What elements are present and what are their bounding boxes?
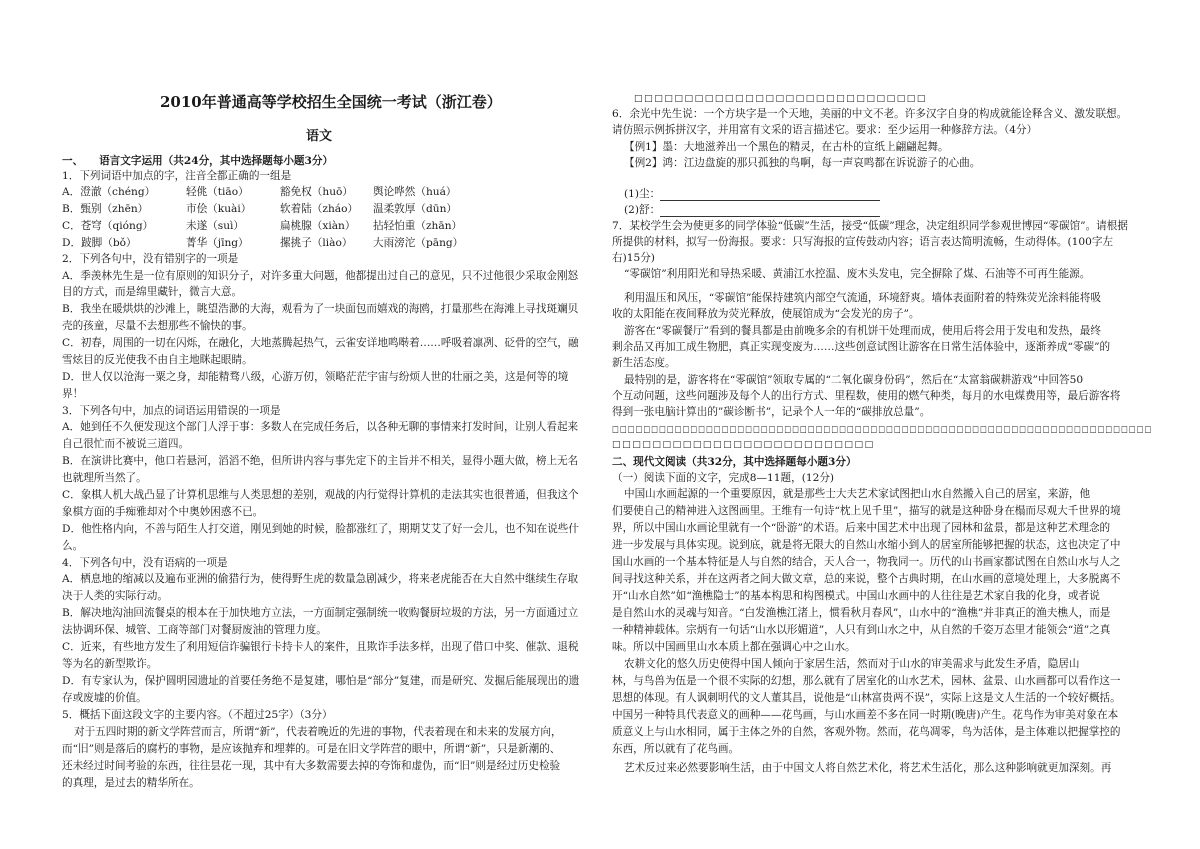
reading-intro: （一）阅读下面的文字，完成8—11题，(12分) xyxy=(612,472,835,484)
reading-line: 味。所以中国画里山水本质上都在强调心中之山水。 xyxy=(612,641,856,653)
q4-stem: 4．下列各句中，没有语病的一项是 xyxy=(62,557,228,569)
q4-line: 存或废墟的价值。 xyxy=(62,692,147,704)
q5-passage-line: 还未经过时间考验的东西，往往昙花一现，其中有大多数需要去掉的夸饰和虚伪，而“旧”则是经过历史检验 xyxy=(62,760,561,772)
q7-material-line: 个互动问题，这些问题涉及每个人的出行方式、里程数，使用的燃气种类，每月的水电煤费用等，最后游客将 xyxy=(612,390,1121,402)
reading-line: 间寻找这种关系，并在这两者之间大做文章，总的来说，整个古典时期，在山水画的意境处理上，大多脱离不 xyxy=(612,573,1121,585)
reading-line: 林，与鸟兽为伍是一个很不实际的幻想，那么就有了居室化的山水艺术，园林、盆景、山水画都可以看作这一 xyxy=(612,675,1121,687)
answer-line xyxy=(660,203,880,217)
q7-line: 所提供的材料，拟写一份海报。要求：只写海报的宣传鼓动内容；语言表达简明流畅，生动得体。(100字左 xyxy=(612,236,1114,248)
q2-line: 目的方式，而是绵里藏针，微言大意。 xyxy=(62,286,243,298)
q2-stem: 2．下列各句中，没有错别字的一项是 xyxy=(62,253,239,265)
q2-line: A．季羡林先生是一位有原则的知识分子，对许多重大问题，他都提出过自己的意见，只不过他很少采取金刚怒 xyxy=(62,270,579,282)
q4-line: B．解决地沟油回流餐桌的根本在于加快地方立法，一方面制定强制统一收购餐厨垃圾的方法，另一方面通过立 xyxy=(62,607,579,619)
reading-line: 进一步发展与具体实现。说到底，就是将无限大的自然山水缩小到人的居室所能够把握的状态，这也决定了中 xyxy=(612,539,1121,551)
q5-passage-line: 而“旧”则是落后的腐朽的事物，是应该抛弃和埋葬的。可是在旧文学阵营的眼中，所谓“新”，只是新潮的、 xyxy=(62,743,561,755)
q5-passage-line: 对于五四时期的新文学阵营而言，所谓“新”，代表着晚近的先进的事物，代表着现在和未来的发展方向， xyxy=(74,726,562,738)
reading-line: 是自然山水的灵魂与知音。“白发渔樵江渚上，惯看秋月春风”，山水中的“渔樵”并非真正的渔夫樵人，而是 xyxy=(612,607,1111,619)
q7-material-line: 剩余品又再加工成生物肥，真正实现变废为……这些创意试图让游客在日常生活体验中，逐渐养成“零碳”的 xyxy=(612,341,1111,353)
writing-grid: □□□□□□□□□□□□□□□□□□□□□□□□□□ xyxy=(612,440,875,450)
subject-title: 语文 xyxy=(306,129,333,144)
exam-page: 2010年普通高等学校招生全国统一考试（浙江卷） 语文 一、 语言文字运用（共24分，其中选择题每小题3分） 1．下列词语中加点的字，注音全都正确的一组是 A．澄澈（chéng） 轻佻（tiāo） 豁免权（huō） 舆论哗然（huá） B．甄别（zhēn） 市侩（kuài） 软着陆（zháo） 温柔敦厚（dūn） C．苍穹（qióng） 未遂（suì） 扁桃腺（xiàn） 拈轻怕重（zhān） D．跛脚（bǒ） 菁华（jīng） 摞挑子（liào） 大雨滂沱（pāng） 2．下列各句中，没有错别字的一项是 A．季羡林先生是一位有原则的知识分子，对许多重大问题，他都提出过自己的意见，只不过他很少采取金刚怒 目的方式，而是绵里藏针，微言大意。 B．我坐在暖烘烘的沙滩上，眺望浩渺的大海，观看为了一块面包而嬉戏的海鸥，打量那些在海滩上寻找斑斓贝 壳的孩童，尽量不去想那些不愉快的事。 C．初春，周围的一切在闪烁，在融化，大地蒸腾起热气，云雀安详地鸣啭着……呼吸着凛冽、砭骨的空气，融 雪炫目的反光使我不由自主地眯起眼睛。 D．世人仅以沧海一粟之身，却能精骛八级，心游万仞，领略茫茫宇宙与纷烦人世的壮丽之美，这是何等的境 界！ 3．下列各句中，加点的词语运用错误的一项是 A．她到任不久便发现这个部门人浮于事：多数人在完成任务后，以各种无聊的事情来打发时间，让别人看起来 自己很忙而不被说三道四。 B．在演讲比赛中，他口若悬河，滔滔不绝，但所讲内容与事先定下的主旨并不相关，显得小题大做，榜上无名 也就理所当然了。 C．象棋人机大战凸显了计算机思维与人类思想的差别，观战的内行觉得计算机的走法其实也很普通，但我这个 象棋方面的手痴雅却对个中奥妙困惑不已。 D．他性格内向，不善与陌生人打交道，刚见到她的时候，脸都涨红了，期期艾艾了好一会儿，也不知在说些什 么。 4．下列各句中，没有语病的一项是 A．栖息地的缩减以及遍布亚洲的偷猎行为，使得野生虎的数量急剧减少，将来老虎能否在大自然中继续生存取 决于人类的实际行动。 B．解决地沟油回流餐桌的根本在于加快地方立法，一方面制定强制统一收购餐厨垃圾的方法，另一方面通过立 法协调环保、城管、工商等部门对餐厨废油的管理力度。 C．近来，有些地方发生了利用短信诈骗银行卡持卡人的案件，且欺诈手法多样，出现了借口中奖、催款、退税 等为名的新型欺诈。 D．有专家认为，保护圆明园遗址的首要任务绝不是复建，哪怕是“部分”复建，而是研究、发掘后能展现出的遗 存或废墟的价值。 5．概括下面这段文字的主要内容。（不超过25字）（3分） 对于五四时期的新文学阵营而言，所谓“新”，代表着晚近的先进的事物，代表着现在和未来的发展方向， 而“旧”则是落后的腐朽的事物，是应该抛弃和埋葬的。可是在旧文学阵营的眼中，所谓“新”，只是新潮的、 还未经过时间考验的东西，往往昙花一现，其中有大多数需要去掉的夸饰和虚伪，而“旧”则是经过历史检验 的真理，是过去的精华所在。 □□□□□□□□□□□□□□□□□□□□□□□□□□□□□ 6．余光中先生说：一个方块字是一个天地，美丽的中文不老。许多汉字自身的构成就能诠释含义、激发联想。 请仿照示例拆拼汉字，并用富有文采的语言描述它。要求：至少运用一种修辞方法。（4分） 【例1】墨：大地滋养出一个黑色的精灵，在古朴的宣纸上翩翩起舞。 【例2】鸿：江边盘旋的那只孤独的鸟啊，每一声哀鸣都在诉说游子的心曲。 (1)尘： (2)舒： 7．某校学生会为使更多的同学体验“低碳”生活，接受“低碳”理念，决定组织同学参观世博园“零碳馆”。请根据 所提供的材料，拟写一份海报。要求：只写海报的宣传鼓动内容；语言表达简明流畅，生动得体。(100字左 右)15分) “零碳馆”利用阳光和导热采暖、黄浦江水控温、废木头发电，完全摒除了煤、石油等不可再生能源。 利用温压和风压，“零碳馆”能保持建筑内部空气流通，环境舒爽。墙体表面附着的特殊荧光涂料能将吸 收的太阳能在夜间释放为荧光释放，使展馆成为“会发光的房子”。 游客在“零碳餐厅”看到的餐具都是由前晚多余的有机饼干处理而成，使用后将会用于发电和发热，最终 剩余品又再加工成生物肥，真正实现变废为……这些创意试图让游客在日常生活体验中，逐渐养成“零碳”的 新生活态度。 最特别的是，游客将在“零碳馆”领取专属的“二氧化碳身份码”，然后在“太富翁碳耕游戏”中回答50 个互动问题，这些问题涉及每个人的出行方式、里程数，使用的燃气种类，每月的水电煤费用等，最后游客将 得到一张电脑计算出的”碳诊断书”，记录个人一年的“碳排放总量”。 □□□□□□□□□□□□□□□□□□□□□□□□□□□□□□□□□□□□□□□□□□□□□□□□□□□□□□□□□□□□□□□□□□□□□ □□□□□□□□□□□□□□□□□□□□□□□□□□ 二、现代文阅读（共32分，其中选择题每小题3分） （一）阅读下面的文字，完成8—11题，(12分) 中国山水画起源的一个重要原因，就是那些士大夫艺术家试图把山水自然搬入自己的居室，来游，他 们要使自己的精神进入这图画里。王维有一句诗“枕上见千里”，描写的就是这种卧身在榻而尽观大千世界的境 界，所以中国山水画论里就有一个“卧游”的术语。后来中国艺术中出现了园林和盆景，都是这种艺术理念的 进一步发展与具体实现。说到底，就是将无限大的自然山水缩小到人的居室所能够把握的状态，这也决定了中 国山水画的一个基本特征是人与自然的结合，天人合一，物我同一。历代的山书画家都试图在自然山水与人之 间寻找这种关系，并在这两者之间大做文章，总的来说，整个古典时期，在山水画的意境处理上，大多脱离不 开“山水自然”如“渔樵隐士”的基本构思和构图模式。中国山水画中的人往往是艺术家自我的化身，或者说 是自然山水的灵魂与知音。“白发渔樵江渚上，惯看秋月春风”，山水中的“渔樵”并非真正的渔夫樵人，而是 一种精神载体。宗炳有一句话“山水以形媚道”，人只有到山水之中，从自然的千姿万态里才能领会“道”之真 味。所以中国画里山水本质上都在强调心中之山水。 农耕文化的悠久历史使得中国人倾向于家居生活，然而对于山水的审美需求与此发生矛盾，隐居山 林，与鸟兽为伍是一个很不实际的幻想，那么就有了居室化的山水艺术，园林、盆景、山水画都可以看作这一 思想的体现。有人讽刺明代的文人董其昌，说他是“山林富贵两不误”，实际上这是文人生活的一个较好概括。 中国另一种特具代表意义的画种——花鸟画，与山水画差不多在同一时期(晚唐)产生。花鸟作为审美对象在本 质意义上与山水相同，属于主体之外的自然，客观外物。然而，花鸟凋零，鸟为活体，是主体难以把握掌控的 东西，所以就有了花鸟画。 艺术反过来必然要影响生活，由于中国文人将自然艺术化，将艺术生活化，那么这种影响就更加深刻。再 xyxy=(62,93,1153,789)
q2-line: 雪炫目的反光使我不由自主地眯起眼睛。 xyxy=(62,354,253,366)
reading-line: 质意义上与山水相同，属于主体之外的自然，客观外物。然而，花鸟凋零，鸟为活体，是主体难以把握掌控的 xyxy=(612,726,1121,738)
q7-material-line: 利用温压和风压，“零碳馆”能保持建筑内部空气流通，环境舒爽。墙体表面附着的特殊荧光涂料能将吸 xyxy=(624,292,1101,304)
reading-line: 们要使自己的精神进入这图画里。王维有一句诗“枕上见千里”，描写的就是这种卧身在榻而尽观大千世界的境 xyxy=(612,505,1121,517)
q3-line: 象棋方面的手痴雅却对个中奥妙困惑不已。 xyxy=(62,506,264,518)
q3-line: 么。 xyxy=(62,540,84,552)
q6-blank-2: (2)舒： xyxy=(624,203,880,217)
answer-boxes: □□□□□□□□□□□□□□□□□□□□□□□□□□□□□ xyxy=(634,94,927,104)
q3-line: 也就理所当然了。 xyxy=(62,472,147,484)
q7-material-line: 得到一张电脑计算出的”碳诊断书”，记录个人一年的“碳排放总量”。 xyxy=(612,406,931,418)
q1-stem: 1．下列词语中加点的字，注音全都正确的一组是 xyxy=(62,170,292,182)
q4-line: A．栖息地的缩减以及遍布亚洲的偷猎行为，使得野生虎的数量急剧减少，将来老虎能否在大自然中继续生存取 xyxy=(62,573,579,585)
reading-line: 中国另一种特具代表意义的画种——花鸟画，与山水画差不多在同一时期(晚唐)产生。花鸟作为审美对象在本 xyxy=(612,709,1119,721)
q3-stem: 3．下列各句中，加点的词语运用错误的一项是 xyxy=(62,405,281,417)
reading-line: 农耕文化的悠久历史使得中国人倾向于家居生活，然而对于山水的审美需求与此发生矛盾，隐居山 xyxy=(624,658,1080,670)
reading-line: 艺术反过来必然要影响生活，由于中国文人将自然艺术化，将艺术生活化，那么这种影响就更加深刻。再 xyxy=(624,762,1112,774)
q7-material-line: 游客在“零碳餐厅”看到的餐具都是由前晚多余的有机饼干处理而成，使用后将会用于发电和发热，最终 xyxy=(624,325,1101,337)
page-title: 2010年普通高等学校招生全国统一考试（浙江卷） xyxy=(160,93,502,111)
q6-line: 6．余光中先生说：一个方块字是一个天地，美丽的中文不老。许多汉字自身的构成就能诠释含义、激发联想。 xyxy=(612,108,1128,120)
q4-line: 决于人类的实际行动。 xyxy=(62,590,168,602)
q3-line: B．在演讲比赛中，他口若悬河，滔滔不绝，但所讲内容与事先定下的主旨并不相关，显得小题大做，榜上无名 xyxy=(62,455,579,467)
q2-line: 界！ xyxy=(62,388,84,400)
reading-line: 中国山水画起源的一个重要原因，就是那些士大夫艺术家试图把山水自然搬入自己的居室，来游，他 xyxy=(624,488,1091,500)
q6-blank-1: (1)尘： xyxy=(624,187,880,201)
q7-line: 右)15分) xyxy=(612,252,655,264)
q6-example: 【例2】鸿：江边盘旋的那只孤独的鸟啊，每一声哀鸣都在诉说游子的心曲。 xyxy=(624,157,981,169)
q7-material-line: 收的太阳能在夜间释放为荧光释放，使展馆成为“会发光的房子”。 xyxy=(612,308,920,320)
reading-line: 一种精神载体。宗炳有一句话“山水以形媚道”，人只有到山水之中，从自然的千姿万态里才能领会“道”之真 xyxy=(612,624,1111,636)
section2-heading: 二、现代文阅读（共32分，其中选择题每小题3分） xyxy=(612,456,857,468)
reading-line: 国山水画的一个基本特征是人与自然的结合，天人合一，物我同一。历代的山书画家都试图在自然山水与人之 xyxy=(612,556,1121,568)
writing-grid: □□□□□□□□□□□□□□□□□□□□□□□□□□□□□□□□□□□□□□□□□□□□□□□□□□□□□□□□□□□□□□□□□□□□□ xyxy=(612,425,1153,435)
q7-material-line: 新生活态度。 xyxy=(612,357,676,369)
q2-line: 壳的孩童，尽量不去想那些不愉快的事。 xyxy=(62,320,253,332)
reading-line: 开“山水自然”如“渔樵隐士”的基本构思和构图模式。中国山水画中的人往往是艺术家自我的化身，或者说 xyxy=(612,590,1100,602)
reading-line: 思想的体现。有人讽刺明代的文人董其昌，说他是“山林富贵两不误”，实际上这是文人生活的一个较好概括。 xyxy=(612,692,1121,704)
q2-line: B．我坐在暖烘烘的沙滩上，眺望浩渺的大海，观看为了一块面包而嬉戏的海鸥，打量那些在海滩上寻找斑斓贝 xyxy=(62,303,579,315)
q4-line: 等为名的新型欺诈。 xyxy=(62,658,158,670)
q7-material-line: “零碳馆”利用阳光和导热采暖、黄浦江水控温、废木头发电，完全摒除了煤、石油等不可再生能源。 xyxy=(624,268,1091,280)
q3-line: A．她到任不久便发现这个部门人浮于事：多数人在完成任务后，以各种无聊的事情来打发时间，让别人看起来 xyxy=(62,421,579,433)
q5-stem: 5．概括下面这段文字的主要内容。（不超过25字）（3分） xyxy=(62,709,333,721)
q6-example: 【例1】墨：大地滋养出一个黑色的精灵，在古朴的宣纸上翩翩起舞。 xyxy=(624,141,949,153)
q4-line: 法协调环保、城管、工商等部门对餐厨废油的管理力度。 xyxy=(62,624,327,636)
answer-line xyxy=(660,187,880,201)
q5-passage-line: 的真理，是过去的精华所在。 xyxy=(62,777,200,789)
q6-line: 请仿照示例拆拼汉字，并用富有文采的语言描述它。要求：至少运用一种修辞方法。（4分） xyxy=(612,124,1038,136)
q3-line: 自己很忙而不被说三道四。 xyxy=(62,438,190,450)
q2-line: D．世人仅以沧海一粟之身，却能精骛八级，心游万仞，领略茫茫宇宙与纷烦人世的壮丽之美，这是何等的境 xyxy=(62,371,569,383)
q7-line: 7．某校学生会为使更多的同学体验“低碳”生活，接受“低碳”理念，决定组织同学参观世博园“零碳馆”。请根据 xyxy=(612,220,1128,232)
reading-line: 界，所以中国山水画论里就有一个“卧游”的术语。后来中国艺术中出现了园林和盆景，都是这种艺术理念的 xyxy=(612,522,1111,534)
reading-line: 东西，所以就有了花鸟画。 xyxy=(612,743,740,755)
section1-heading: 一、 语言文字运用（共24分，其中选择题每小题3分） xyxy=(62,155,334,167)
q2-line: C．初春，周围的一切在闪烁，在融化，大地蒸腾起热气，云雀安详地鸣啭着……呼吸着凛冽、砭骨的空气，融 xyxy=(62,337,579,349)
q4-line: C．近来，有些地方发生了利用短信诈骗银行卡持卡人的案件，且欺诈手法多样，出现了借口中奖、催款、退税 xyxy=(62,641,579,653)
q3-line: D．他性格内向，不善与陌生人打交道，刚见到她的时候，脸都涨红了，期期艾艾了好一会儿，也不知在说些什 xyxy=(62,523,579,535)
q3-line: C．象棋人机大战凸显了计算机思维与人类思想的差别，观战的内行觉得计算机的走法其实也很普通，但我这个 xyxy=(62,489,579,501)
q7-material-line: 最特别的是，游客将在“零碳馆”领取专属的“二氧化碳身份码”，然后在“太富翁碳耕游戏”中回答50 xyxy=(624,374,1084,386)
q4-line: D．有专家认为，保护圆明园遗址的首要任务绝不是复建，哪怕是“部分”复建，而是研究、发掘后能展现出的遗 xyxy=(62,675,580,687)
